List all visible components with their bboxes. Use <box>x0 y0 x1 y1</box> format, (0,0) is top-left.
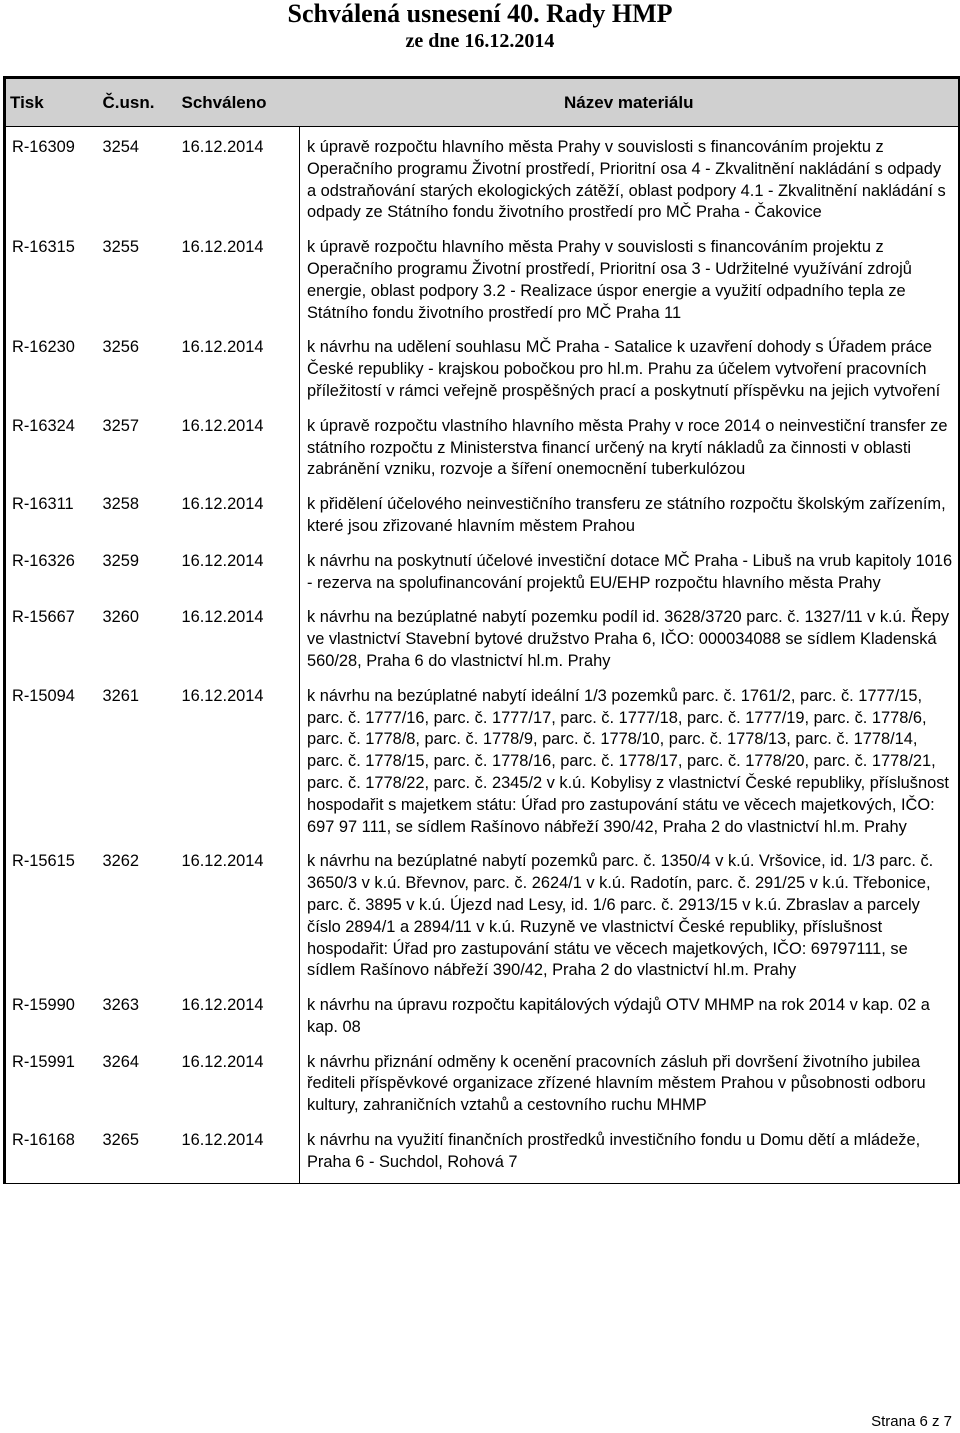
cell-tisk: R-16311 <box>5 490 99 547</box>
table-row <box>5 682 960 848</box>
cell-date: 16.12.2014 <box>181 608 264 627</box>
cell-nazev: k návrhu na využití finančních prostředků investičního fondu u Domu dětí a mládeže, Praha 6 - Suchdol, Rohová 7 <box>300 1126 960 1183</box>
cell-cusn: 3262 <box>102 852 139 871</box>
cell-nazev: k návrhu na udělení souhlasu MČ Praha - Satalice k uzavření dohody s Úřadem práce České republiky - krajskou pobočkou pro hl.m. Prahu za účelem vytvoření pracovních příležitostí v rámci veřejně prospěšných prací a poskytnutí příspěvku na jejich vytvoření <box>300 333 960 411</box>
cell-date: 16.12.2014 <box>181 416 264 435</box>
cell-tisk: R-15667 <box>5 603 99 681</box>
cell-tisk: R-16309 <box>5 127 99 234</box>
cell-date: 16.12.2014 <box>181 495 264 514</box>
cell-nazev: k přidělení účelového neinvestičního transferu ze státního rozpočtu školským zařízením, které jsou zřizované hlavním městem Prahou <box>300 490 960 547</box>
cell-date: 16.12.2014 <box>181 996 264 1015</box>
cell-nazev: k návrhu na poskytnutí účelové investiční dotace MČ Praha - Libuš na vrub kapitoly 1016 - rezerva na spolufinancování projektů EU/EHP rozpočtu hlavního města Prahy <box>300 547 960 604</box>
cell-cusn: 3260 <box>102 608 139 627</box>
cell-nazev: k úpravě rozpočtu hlavního města Prahy v souvislosti s financováním projektu z Operačního programu Životní prostředí, Prioritní osa 4 - Zkvalitnění nakládání s odpady a odstraňování starých ekologických zátěží, oblast podpory 4.1 - Zkvalitnění nakládání s odpady ze Státního fondu životního prostředí pro MČ Praha - Čakovice <box>300 127 960 234</box>
cell-tisk: R-16324 <box>5 412 99 490</box>
cell-cusn: 3257 <box>102 416 139 435</box>
cell-cusn: 3259 <box>102 551 139 570</box>
column-header-tisk: Tisk <box>5 78 99 127</box>
table-row <box>5 1126 960 1183</box>
cell-cusn: 3258 <box>102 495 139 514</box>
cell-tisk: R-15615 <box>5 847 99 991</box>
cell-cusn: 3261 <box>102 686 139 705</box>
cell-nazev: k návrhu na úpravu rozpočtu kapitálových výdajů OTV MHMP na rok 2014 v kap. 02 a kap. 08 <box>300 991 960 1048</box>
cell-nazev: k úpravě rozpočtu vlastního hlavního města Prahy v roce 2014 o neinvestiční transfer ze státního rozpočtu z Ministerstva financí určený na krytí nákladů za činnosti v oblasti zabránění vzniku, rozvoje a šíření onemocnění tuberkulózou <box>300 412 960 490</box>
table-row <box>5 547 960 604</box>
cell-tisk: R-16326 <box>5 547 99 604</box>
cell-date: 16.12.2014 <box>181 686 264 705</box>
cell-date: 16.12.2014 <box>178 1126 300 1183</box>
cell-cusn: 3255 <box>102 238 139 257</box>
page-title: Schválená usnesení 40. Rady HMP <box>287 0 673 28</box>
table-row <box>5 603 960 681</box>
cell-tisk: R-15990 <box>5 991 99 1048</box>
cell-date: 16.12.2014 <box>181 1052 264 1071</box>
cell-tisk: R-16168 <box>5 1126 99 1183</box>
table-row <box>5 1048 960 1126</box>
cell-tisk: R-15991 <box>5 1048 99 1126</box>
cell-date: 16.12.2014 <box>181 238 264 257</box>
cell-date: 16.12.2014 <box>181 338 264 357</box>
table-row <box>5 333 960 411</box>
table-row <box>5 847 960 991</box>
column-header-cusn: Č.usn. <box>99 78 178 127</box>
page-subtitle: ze dne 16.12.2014 <box>405 30 555 52</box>
cell-cusn: 3254 <box>102 138 139 156</box>
cell-nazev: k návrhu na bezúplatné nabytí ideální 1/3 pozemků parc. č. 1761/2, parc. č. 1777/15, parc. č. 1777/16, parc. č. 1777/17, parc. č. 1777/18, parc. č. 1777/19, parc. č. 1778/6, parc. č. 1778/8, parc. č. 1778/9, parc. č. 1778/10, parc. č. 1778/13, parc. č. 1778/14, parc. č. 1778/15, parc. č. 1778/16, parc. č. 1778/17, parc. č. 1778/20, parc. č. 1778/21, parc. č. 1778/22, parc. č. 2345/2 v k.ú. Kobylisy z vlastnictví České republiky, příslušnost hospodařit s majetkem státu: Úřad pro zastupování státu ve věcech majetkových, IČO: 697 97 111, se sídlem Rašínovo nábřeží 390/42, Praha 2 do vlastnictví hl.m. Prahy <box>300 682 960 848</box>
cell-tisk: R-16230 <box>5 333 99 411</box>
table-header-row <box>5 78 960 127</box>
table-row <box>5 490 960 547</box>
cell-nazev: k návrhu přiznání odměny k ocenění pracovních zásluh při dovršení životního jubilea řediteli příspěvkové organizace zřízené hlavním městem Prahou v působnosti odboru kultury, zahraničních vztahů a cestovního ruchu MHMP <box>300 1048 960 1126</box>
cell-cusn: 3265 <box>99 1126 178 1183</box>
cell-nazev: k návrhu na bezúplatné nabytí pozemku podíl id. 3628/3720 parc. č. 1327/11 v k.ú. Řepy ve vlastnictví Stavební bytové družstvo Praha 6, IČO: 000034088 se sídlem Kladenská 560/28, Praha 6 do vlastnictví hl.m. Prahy <box>300 603 960 681</box>
table-row <box>5 127 960 234</box>
table-row <box>5 991 960 1048</box>
column-header-nazev: Název materiálu <box>300 78 960 127</box>
cell-nazev: k návrhu na bezúplatné nabytí pozemků parc. č. 1350/4 v k.ú. Vršovice, id. 1/3 parc. č. 3650/3 v k.ú. Břevnov, parc. č. 2624/1 v k.ú. Radotín, parc. č. 291/25 v k.ú. Třebonice, parc. č. 3895 v k.ú. Újezd nad Lesy, id. 1/6 parc. č. 2913/15 v k.ú. Zbraslav a parcely číslo 2894/1 a 2894/11 v k.ú. Ruzyně ve vlastnictví České republiky, příslušnost hospodařit: Úřad pro zastupování státu ve věcech majetkových, IČO: 69797111, se sídlem Rašínovo nábřeží 390/42, Praha 2 do vlastnictví hl.m. Prahy <box>300 847 960 991</box>
cell-tisk: R-16315 <box>5 233 99 333</box>
cell-cusn: 3263 <box>102 996 139 1015</box>
column-header-schvaleno: Schváleno <box>178 78 300 127</box>
cell-date: 16.12.2014 <box>181 138 264 156</box>
table-row <box>5 412 960 490</box>
table-body <box>5 127 960 1184</box>
cell-cusn: 3264 <box>102 1052 139 1071</box>
cell-date: 16.12.2014 <box>181 551 264 570</box>
cell-tisk: R-15094 <box>5 682 99 848</box>
resolutions-table <box>3 76 960 1184</box>
page-number: Strana 6 z 7 <box>871 1413 952 1430</box>
cell-nazev: k úpravě rozpočtu hlavního města Prahy v souvislosti s financováním projektu z Operačního programu Životní prostředí, Prioritní osa 3 - Udržitelné využívání zdrojů energie, oblast podpory 3.2 - Realizace úspor energie a využití odpadního tepla ze Státního fondu životního prostředí pro MČ Praha 11 <box>300 233 960 333</box>
cell-cusn: 3256 <box>102 338 139 357</box>
cell-date: 16.12.2014 <box>181 852 264 871</box>
table-row <box>5 233 960 333</box>
